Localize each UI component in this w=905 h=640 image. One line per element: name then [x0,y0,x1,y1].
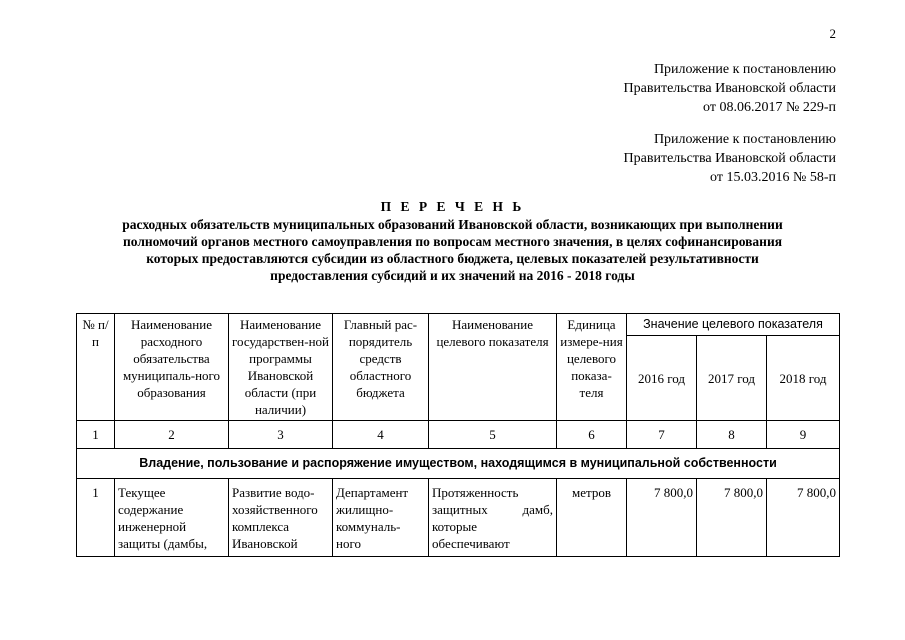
appendix-date-number: от 08.06.2017 № 229-п [703,100,836,115]
document-title [0,198,905,284]
obligations-table [76,313,840,557]
header-year-2018: 2018 год [767,336,840,421]
title-line: расходных обязательств муниципальных образований Ивановской области, возникающих при выполнении [122,217,783,232]
column-number: 7 [627,421,697,449]
appendix-date-number: от 15.03.2016 № 58-п [710,170,836,185]
column-number: 4 [333,421,429,449]
column-number: 5 [429,421,557,449]
row-indicator: Протяженность защитных дамб, которые обеспечивают [429,479,557,557]
header-unit: Единица измере-ния целевого показа-теля [557,314,627,421]
row-budget-manager: Департамент жилищно-коммуналь-ного [333,479,429,557]
row-value-2017: 7 800,0 [697,479,767,557]
row-value-2016: 7 800,0 [627,479,697,557]
appendix-line: Правительства Ивановской области [623,151,836,166]
column-number: 3 [229,421,333,449]
column-number: 1 [77,421,115,449]
table-row [77,479,840,557]
table-header-row [77,314,840,336]
header-number: № п/п [77,314,115,421]
row-unit: метров [557,479,627,557]
header-year-2016: 2016 год [627,336,697,421]
column-number: 2 [115,421,229,449]
row-value-2018: 7 800,0 [767,479,840,557]
column-numbers-row [77,421,840,449]
column-number: 9 [767,421,840,449]
appendix-note-previous [624,130,836,187]
row-obligation: Текущее содержание инженерной защиты (дамбы, [115,479,229,557]
title-line: которых предоставляются субсидии из областного бюджета, целевых показателей результативности [146,251,759,266]
header-indicator: Наименование целевого показателя [429,314,557,421]
column-number: 8 [697,421,767,449]
page-number: 2 [829,26,836,41]
row-number: 1 [77,479,115,557]
title-heading: П Е Р Е Ч Е Н Ь [380,199,525,214]
row-program: Развитие водо-хозяйственного комплекса Ивановской [229,479,333,557]
column-number: 6 [557,421,627,449]
title-line: предоставления субсидий и их значений на 2016 - 2018 годы [270,268,635,283]
appendix-line: Приложение к постановлению [653,62,836,77]
title-line: полномочий органов местного самоуправления по вопросам местного значения, в целях софинансирования [122,234,783,249]
header-obligation: Наименование расходного обязательства муниципаль-ного образования [115,314,229,421]
section-row [77,449,840,479]
header-program: Наименование государствен-ной программы Ивановской области (при наличии) [229,314,333,421]
section-title: Владение, пользование и распоряжение имуществом, находящимся в муниципальной собственности [77,449,840,479]
appendix-line: Правительства Ивановской области [623,81,836,96]
header-target-values: Значение целевого показателя [627,314,840,336]
header-budget-manager: Главный рас-порядитель средств областного бюджета [333,314,429,421]
appendix-line: Приложение к постановлению [653,132,836,147]
header-year-2017: 2017 год [697,336,767,421]
appendix-note-current [624,60,836,117]
